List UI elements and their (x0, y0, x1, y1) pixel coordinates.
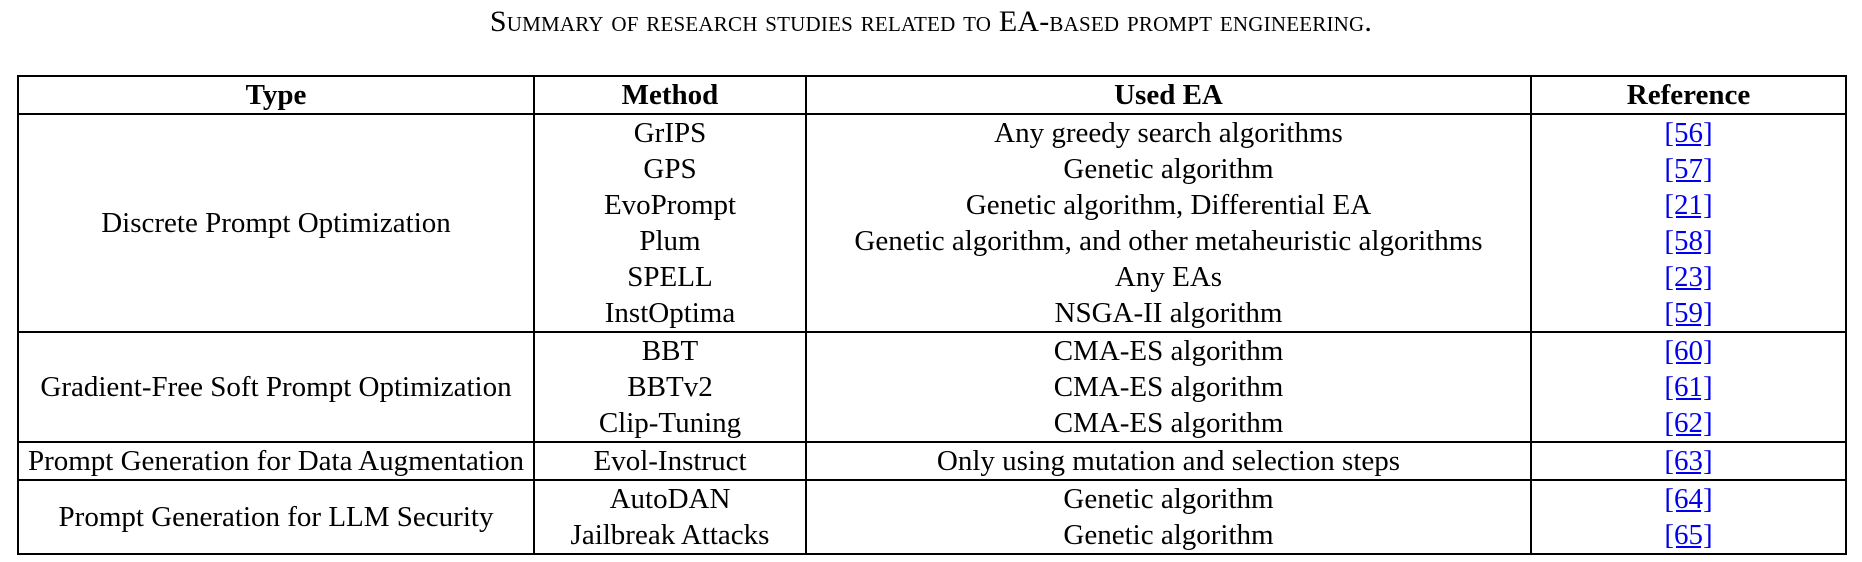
reference-link[interactable]: [61] (1664, 371, 1713, 403)
table-row (18, 442, 1846, 480)
method-cell: BBTv2 (534, 369, 806, 405)
reference-link[interactable]: [56] (1664, 117, 1713, 149)
used-ea-cell: Genetic algorithm (806, 151, 1531, 187)
method-cell: GrIPS (534, 114, 806, 151)
header-row (18, 76, 1846, 114)
type-cell: Prompt Generation for Data Augmentation (18, 442, 534, 480)
header-reference: Reference (1531, 76, 1846, 114)
reference-link[interactable]: [21] (1664, 189, 1713, 221)
reference-link[interactable]: [58] (1664, 225, 1713, 257)
used-ea-cell: Genetic algorithm, Differential EA (806, 187, 1531, 223)
table-row (18, 114, 1846, 151)
reference-cell (1531, 369, 1846, 405)
reference-cell (1531, 114, 1846, 151)
reference-cell (1531, 405, 1846, 442)
used-ea-cell: Any EAs (806, 259, 1531, 295)
table-row (18, 480, 1846, 517)
reference-link[interactable]: [59] (1664, 297, 1713, 329)
used-ea-cell: Genetic algorithm, and other metaheuristic algorithms (806, 223, 1531, 259)
used-ea-cell: Genetic algorithm (806, 480, 1531, 517)
reference-link[interactable]: [62] (1664, 407, 1713, 439)
method-cell: Clip-Tuning (534, 405, 806, 442)
reference-cell (1531, 259, 1846, 295)
reference-link[interactable]: [65] (1664, 519, 1713, 551)
reference-link[interactable]: [57] (1664, 153, 1713, 185)
reference-cell (1531, 187, 1846, 223)
reference-cell (1531, 295, 1846, 332)
summary-table (17, 75, 1847, 555)
used-ea-cell: Any greedy search algorithms (806, 114, 1531, 151)
reference-cell (1531, 223, 1846, 259)
method-cell: AutoDAN (534, 480, 806, 517)
reference-cell (1531, 442, 1846, 480)
method-cell: EvoPrompt (534, 187, 806, 223)
header-type: Type (18, 76, 534, 114)
reference-cell (1531, 480, 1846, 517)
used-ea-cell: NSGA-II algorithm (806, 295, 1531, 332)
used-ea-cell: CMA-ES algorithm (806, 369, 1531, 405)
reference-cell (1531, 151, 1846, 187)
reference-link[interactable]: [60] (1664, 335, 1713, 367)
used-ea-cell: Genetic algorithm (806, 517, 1531, 554)
reference-link[interactable]: [64] (1664, 483, 1713, 515)
method-cell: GPS (534, 151, 806, 187)
used-ea-cell: Only using mutation and selection steps (806, 442, 1531, 480)
method-cell: Evol-Instruct (534, 442, 806, 480)
used-ea-cell: CMA-ES algorithm (806, 332, 1531, 369)
method-cell: Plum (534, 223, 806, 259)
reference-link[interactable]: [63] (1664, 445, 1713, 477)
table-row (18, 332, 1846, 369)
reference-link[interactable]: [23] (1664, 261, 1713, 293)
type-cell: Discrete Prompt Optimization (18, 114, 534, 332)
table-caption: Summary of research studies related to EA-based prompt engineering. (489, 5, 1373, 38)
used-ea-cell: CMA-ES algorithm (806, 405, 1531, 442)
method-cell: InstOptima (534, 295, 806, 332)
header-used-ea: Used EA (806, 76, 1531, 114)
method-cell: SPELL (534, 259, 806, 295)
reference-cell (1531, 517, 1846, 554)
header-method: Method (534, 76, 806, 114)
method-cell: Jailbreak Attacks (534, 517, 806, 554)
method-cell: BBT (534, 332, 806, 369)
type-cell: Prompt Generation for LLM Security (18, 480, 534, 554)
type-cell: Gradient-Free Soft Prompt Optimization (18, 332, 534, 442)
reference-cell (1531, 332, 1846, 369)
